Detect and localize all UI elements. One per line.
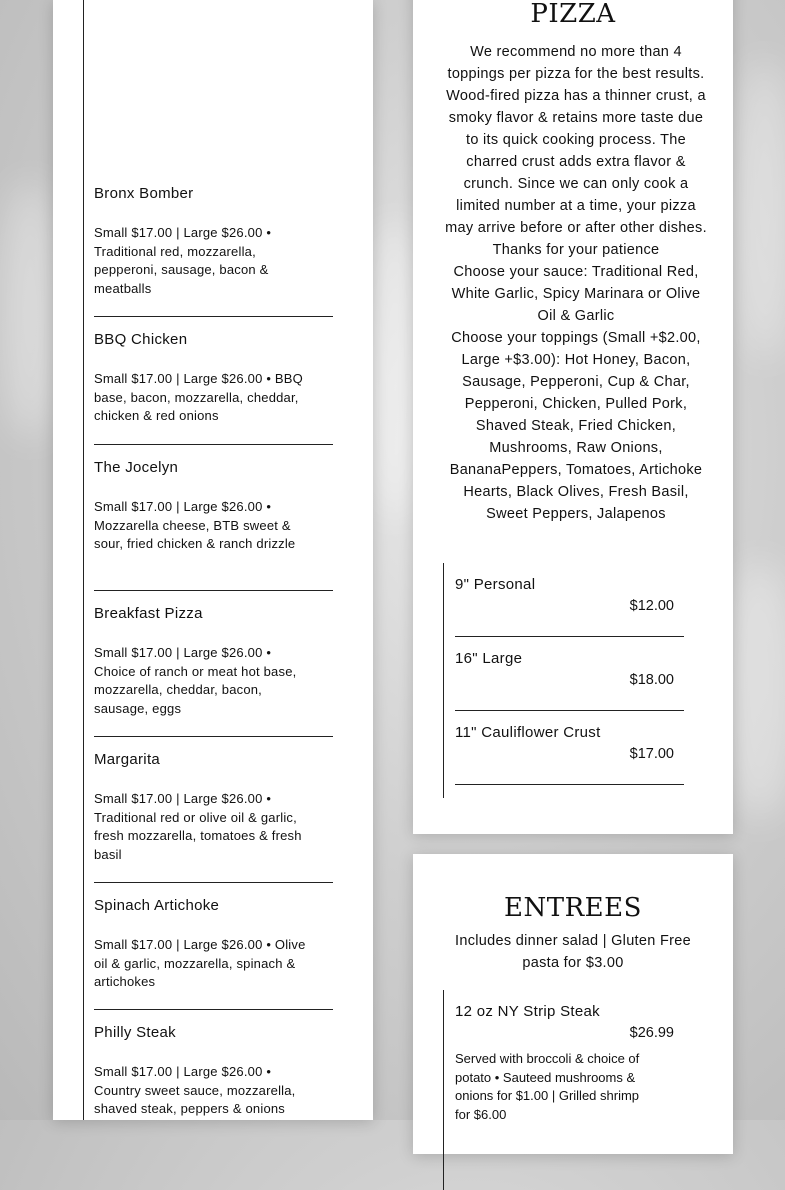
entree-price: $26.99 (629, 1025, 674, 1041)
entrees-card (413, 854, 733, 1154)
menu-item-breakfast-pizza (94, 605, 333, 718)
size-price: $17.00 (629, 746, 674, 762)
menu-divider (94, 444, 333, 445)
menu-item-spinach-artichoke (94, 897, 333, 992)
menu-item-desc: Small $17.00 | Large $26.00 • Country sweet sauce, mozzarella, shaved steak, peppers & onions (94, 1064, 296, 1116)
size-name: 9" Personal (455, 576, 536, 593)
build-your-own-card (413, 0, 733, 834)
size-name: 11" Cauliflower Crust (455, 724, 601, 741)
menu-item-the-jocelyn (94, 459, 333, 554)
byo-intro: We recommend no more than 4 toppings per pizza for the best results. Wood-fired pizza has a thinner crust, a smoky flavor & retains more taste due to its quick cooking process. The charred crust adds extra flavor & crunch. Since we can only cook a limited number at a time, your pizza may arrive before or after other dishes. Thanks for your patience (445, 44, 707, 258)
entrees-title: ENTREES (504, 893, 642, 923)
price-divider (455, 784, 684, 785)
size-price: $18.00 (629, 672, 674, 688)
menu-item-name: BBQ Chicken (94, 331, 188, 348)
menu-divider (94, 882, 333, 883)
size-row-cauliflower (455, 711, 684, 785)
menu-divider (94, 590, 333, 591)
menu-item-name: Spinach Artichoke (94, 897, 220, 914)
menu-item-bbq-chicken (94, 331, 333, 426)
section-title-line2: PIZZA (530, 0, 616, 29)
menu-item-margarita (94, 751, 333, 864)
menu-item-desc: Small $17.00 | Large $26.00 • Mozzarella cheese, BTB sweet & sour, fried chicken & ranch drizzle (94, 499, 296, 551)
size-name: 16" Large (455, 650, 523, 667)
menu-item-name: The Jocelyn (94, 459, 179, 476)
entree-name: 12 oz NY Strip Steak (455, 1003, 600, 1020)
entrees-subtitle: Includes dinner salad | Gluten Free pasta for $3.00 (455, 933, 691, 971)
left-vertical-rule (83, 0, 84, 1120)
menu-item-desc: Small $17.00 | Large $26.00 • Olive oil & garlic, mozzarella, spinach & artichokes (94, 937, 306, 989)
menu-item-desc: Small $17.00 | Large $26.00 • BBQ base, bacon, mozzarella, cheddar, chicken & red onions (94, 371, 303, 423)
menu-item-desc: Small $17.00 | Large $26.00 • Choice of ranch or meat hot base, mozzarella, cheddar, bacon, sausage, eggs (94, 645, 297, 716)
entree-row-ny-strip (455, 990, 684, 1124)
size-row-large (455, 637, 684, 711)
byo-sauce: Choose your sauce: Traditional Red, White Garlic, Spicy Marinara or Olive Oil & Garlic (451, 264, 701, 324)
menu-divider (94, 1009, 333, 1010)
size-price: $12.00 (629, 598, 674, 614)
menu-item-philly-steak (94, 1024, 333, 1119)
entree-list (443, 990, 694, 1190)
menu-divider (94, 316, 333, 317)
menu-item-name: Philly Steak (94, 1024, 176, 1041)
entree-desc: Served with broccoli & choice of potato • Sauteed mushrooms & onions for $1.00 | Grilled shrimp for $6.00 (455, 1051, 640, 1122)
menu-divider (94, 736, 333, 737)
byo-toppings: Choose your toppings (Small +$2.00, Large +$3.00): Hot Honey, Bacon, Sausage, Pepperoni, Cup & Char, Pepperoni, Chicken, Pulled Pork, Shaved Steak, Fried Chicken, Mushrooms, Raw Onions, BananaPeppers, Tomatoes, Artichoke Hearts, Black Olives, Fresh Basil, Sweet Peppers, Jalapenos (449, 330, 703, 522)
menu-item-name: Breakfast Pizza (94, 605, 203, 622)
specialty-pizza-card (53, 0, 373, 1120)
menu-item-bronx-bomber (94, 185, 333, 298)
menu-item-desc: Small $17.00 | Large $26.00 • Traditional red, mozzarella, pepperoni, sausage, bacon & meatballs (94, 225, 272, 296)
menu-item-desc: Small $17.00 | Large $26.00 • Traditional red or olive oil & garlic, fresh mozzarella, tomatoes & fresh basil (94, 791, 302, 862)
size-price-list (443, 563, 694, 798)
size-row-personal (455, 563, 684, 637)
menu-item-name: Bronx Bomber (94, 185, 194, 202)
menu-item-name: Margarita (94, 751, 161, 768)
